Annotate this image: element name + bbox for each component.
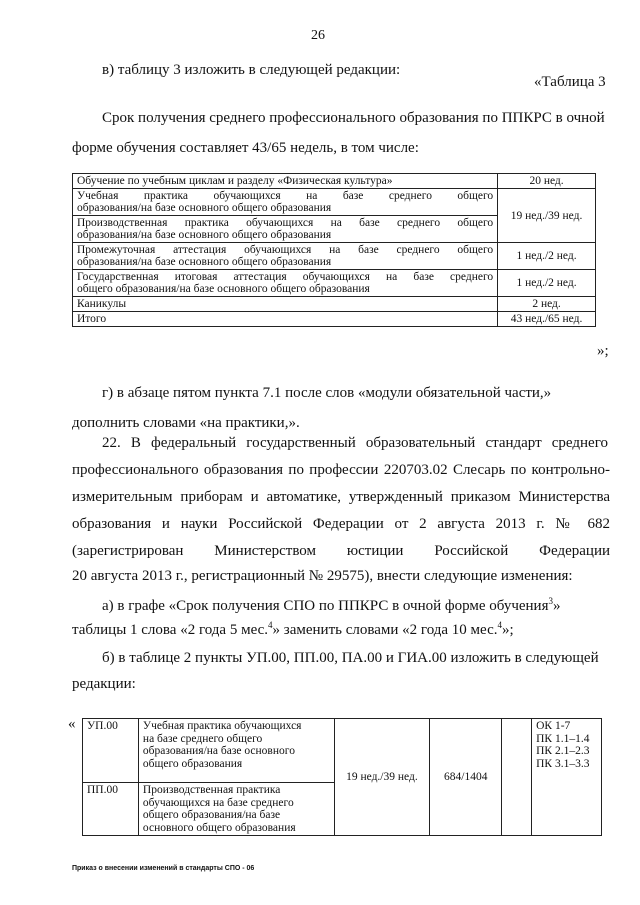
paragraph-line: дополнить словами «на практики,». [72, 415, 300, 431]
table-cell [73, 189, 498, 216]
table-row [73, 189, 596, 216]
table-2-fragment [82, 718, 602, 836]
table-cell [532, 719, 602, 836]
paragraph-line: (зарегистрирован Министерством юстиции Российской Федерации [72, 543, 610, 559]
cell-line: общего образования/на базе основного общего образования [77, 283, 370, 295]
table-cell [73, 270, 498, 297]
footnote-mark: 4 [497, 620, 502, 630]
table-cell: 19 нед./39 нед. [498, 189, 596, 243]
cell-line: образования/на базе основного [142, 745, 295, 757]
paragraph-line: 22. В федеральный государственный образовательный стандарт среднего [102, 435, 608, 451]
cell-line: образования/на базе основного общего образования [77, 229, 332, 241]
cell-line: ПК 3.1–3.3 [536, 757, 590, 770]
cell-line: на базе среднего общего [142, 732, 263, 745]
paragraph-line: измерительным приборам и автоматике, утвержденный приказом Министерства [72, 489, 610, 505]
table-cell: ПП.00 [83, 783, 139, 836]
cell-line: ПК 2.1–2.3 [536, 745, 590, 757]
table-cell: УП.00 [83, 719, 139, 783]
cell-line: общего образования [142, 757, 243, 770]
table-closing-quote: »; [597, 343, 609, 359]
paragraph-line: г) в абзаце пятом пункта 7.1 после слов «модули обязательной части,» [102, 385, 552, 401]
cell-line: образования/на базе основного общего образования [77, 256, 332, 268]
table-cell: 19 нед./39 нед. [334, 719, 430, 836]
paragraph-line [102, 596, 560, 615]
table-cell: 2 нед. [498, 297, 596, 312]
cell-line: основного общего образования [142, 821, 296, 834]
table-cell [502, 719, 532, 836]
cell-line: ПК 1.1–1.4 [536, 732, 590, 745]
paragraph-line [72, 620, 514, 639]
paragraph-line: профессионального образования по профессии 220703.02 Слесарь по контрольно- [72, 462, 610, 478]
footnote-mark: 3 [548, 596, 553, 606]
table-cell: 1 нед./2 нед. [498, 243, 596, 270]
cell-line: Промежуточная аттестация обучающихся на базе среднего общего [77, 244, 494, 256]
cell-line: Производственная практика [142, 784, 281, 796]
footnote-mark: 4 [268, 620, 273, 630]
table-cell: Итого [73, 312, 498, 327]
table-opening-quote: « [68, 716, 76, 732]
cell-line: образования/на базе основного общего образования [77, 202, 332, 214]
table-row [73, 243, 596, 270]
cell-line: Производственная практика обучающихся на базе среднего общего [77, 217, 494, 229]
table-cell: 43 нед./65 нед. [498, 312, 596, 327]
table-cell [73, 243, 498, 270]
table-cell [73, 216, 498, 243]
paragraph-line: редакции: [72, 676, 136, 692]
paragraph-line: б) в таблице 2 пункты УП.00, ПП.00, ПА.00 и ГИА.00 изложить в следующей [102, 650, 599, 666]
text-span: таблицы 1 слова «2 года 5 мес. [72, 622, 269, 638]
table-cell: 20 нед. [498, 174, 596, 189]
page-footer: Приказ о внесении изменений в стандарты СПО - 06 [72, 865, 255, 872]
paragraph-line: образования и науки Российской Федерации от 2 августа 2013 г. № 682 [72, 516, 610, 532]
text-span: » заменить словами «2 года 10 мес. [272, 622, 498, 638]
cell-line: ОК 1-7 [536, 720, 571, 732]
paragraph-line: Срок получения среднего профессионального образования по ППКРС в очной [102, 110, 605, 126]
paragraph-line: 20 августа 2013 г., регистрационный № 29575), внести следующие изменения: [72, 568, 573, 584]
cell-line: Учебная практика обучающихся [142, 720, 302, 732]
cell-line: Государственная итоговая аттестация обучающихся на базе среднего [77, 271, 494, 283]
table-cell [138, 783, 334, 836]
cell-line: общего образования/на базе [142, 809, 281, 821]
table-row [83, 719, 602, 783]
table-row [73, 297, 596, 312]
table-cell: 1 нед./2 нед. [498, 270, 596, 297]
page-number: 26 [311, 28, 325, 43]
paragraph-line: форме обучения составляет 43/65 недель, в том числе: [72, 140, 419, 156]
cell-line: обучающихся на базе среднего [142, 796, 294, 809]
table-row [73, 174, 596, 189]
intro-line: в) таблицу 3 изложить в следующей редакции: [102, 62, 401, 78]
text-span: » [552, 598, 561, 614]
table-3 [72, 173, 596, 327]
cell-line: Учебная практика обучающихся на базе среднего общего [77, 190, 494, 202]
table-cell: Каникулы [73, 297, 498, 312]
table-cell: 684/1404 [430, 719, 502, 836]
table-row [73, 270, 596, 297]
text-span: »; [502, 622, 514, 638]
text-span: а) в графе «Срок получения СПО по ППКРС в очной форме обучения [102, 598, 549, 614]
table-caption: «Таблица 3 [534, 74, 606, 90]
table-cell: Обучение по учебным циклам и разделу «Физическая культура» [73, 174, 498, 189]
table-row [73, 312, 596, 327]
table-cell [138, 719, 334, 783]
